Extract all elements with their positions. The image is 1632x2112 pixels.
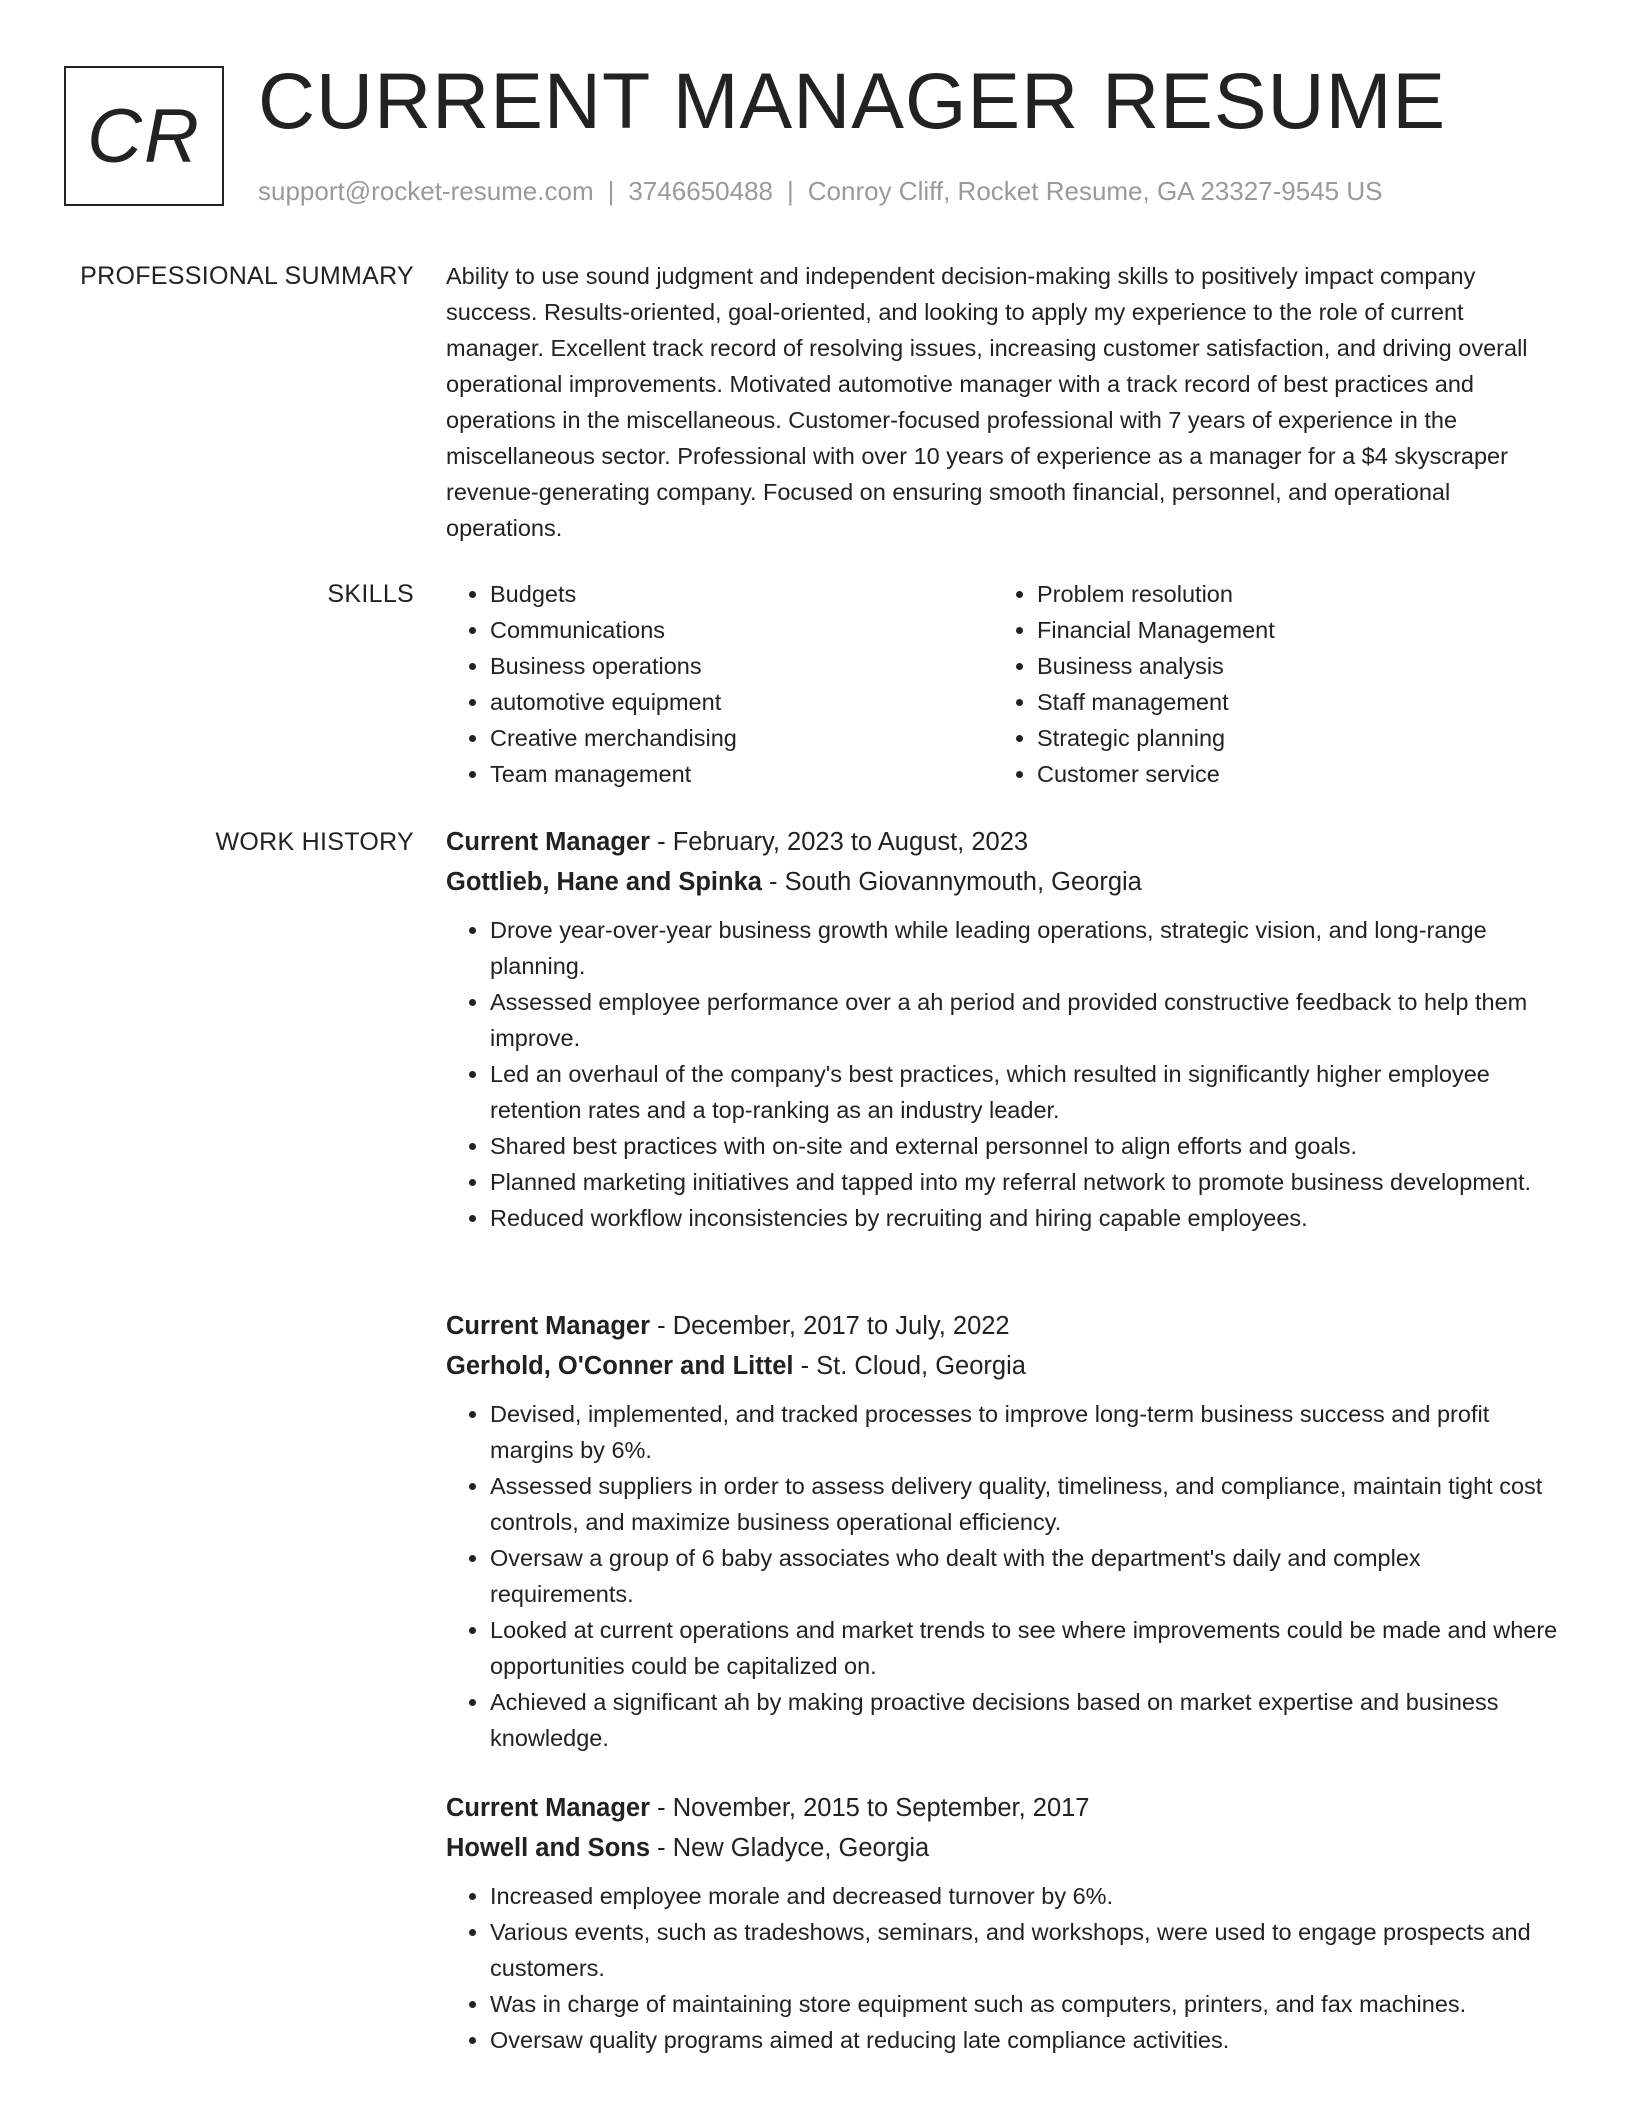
job-entry — [446, 1306, 1558, 1756]
contact-email[interactable]: support@rocket-resume.com — [258, 176, 594, 206]
skill-item: • Customer service — [1037, 756, 1540, 792]
skill-item: • Business operations — [490, 648, 993, 684]
job-title-line — [446, 1306, 1558, 1346]
job-dates: - December, 2017 to July, 2022 — [650, 1312, 1010, 1340]
contact-line — [258, 174, 1382, 208]
monogram-logo: CR — [64, 66, 224, 206]
contact-separator: | — [787, 176, 794, 206]
job-dates: - February, 2023 to August, 2023 — [650, 828, 1029, 856]
job-bullets — [446, 1396, 1558, 1756]
job-bullet: • Devised, implemented, and tracked processes to improve long-term business success and profit margins by 6%. — [490, 1396, 1558, 1468]
job-location: - St. Cloud, Georgia — [793, 1352, 1026, 1380]
job-title-line — [446, 1788, 1558, 1828]
job-entry — [446, 822, 1558, 1236]
skill-item: • automotive equipment — [490, 684, 993, 720]
job-entry — [446, 1788, 1558, 2058]
job-bullet: • Various events, such as tradeshows, seminars, and workshops, were used to engage prospects and customers. — [490, 1914, 1558, 1986]
job-bullets — [446, 1878, 1558, 2058]
job-bullet: • Reduced workflow inconsistencies by recruiting and hiring capable employees. — [490, 1200, 1558, 1236]
skill-item: • Strategic planning — [1037, 720, 1540, 756]
job-company: Gottlieb, Hane and Spinka — [446, 868, 762, 896]
contact-address: Conroy Cliff, Rocket Resume, GA 23327-9545 US — [807, 176, 1383, 206]
job-title: Current Manager — [446, 1794, 651, 1822]
skill-item: • Creative merchandising — [490, 720, 993, 756]
job-bullet: • Achieved a significant ah by making proactive decisions based on market expertise and business knowledge. — [490, 1684, 1558, 1756]
job-company: Howell and Sons — [446, 1834, 651, 1862]
skill-item: • Problem resolution — [1037, 576, 1540, 612]
job-bullet: • Assessed employee performance over a ah period and provided constructive feedback to help them improve. — [490, 984, 1558, 1056]
skills-grid — [446, 576, 1558, 792]
skill-item: • Staff management — [1037, 684, 1540, 720]
page-title: CURRENT MANAGER RESUME — [258, 56, 1447, 145]
job-bullet: • Oversaw quality programs aimed at reducing late compliance activities. — [490, 2022, 1558, 2058]
job-bullet: • Oversaw a group of 6 baby associates who dealt with the department's daily and complex requirements. — [490, 1540, 1558, 1612]
skills-list-left — [446, 576, 993, 792]
job-bullet: • Was in charge of maintaining store equipment such as computers, printers, and fax machines. — [490, 1986, 1558, 2022]
job-bullet: • Assessed suppliers in order to assess delivery quality, timeliness, and compliance, maintain tight cost controls, and maximize business operational efficiency. — [490, 1468, 1558, 1540]
job-bullet: • Led an overhaul of the company's best practices, which resulted in significantly higher employee retention rates and a top-ranking as an industry leader. — [490, 1056, 1558, 1128]
job-bullet: • Planned marketing initiatives and tapped into my referral network to promote business development. — [490, 1164, 1558, 1200]
job-company-line — [446, 1828, 1558, 1868]
section-label-skills: SKILLS — [327, 580, 414, 608]
contact-phone[interactable]: 3746650488 — [628, 176, 773, 206]
skill-item: • Budgets — [490, 576, 993, 612]
job-location: - New Gladyce, Georgia — [650, 1834, 930, 1862]
job-bullet: • Shared best practices with on-site and external personnel to align efforts and goals. — [490, 1128, 1558, 1164]
skill-item: • Financial Management — [1037, 612, 1540, 648]
skills-list-right — [993, 576, 1540, 792]
job-title: Current Manager — [446, 828, 651, 856]
job-bullet: • Drove year-over-year business growth while leading operations, strategic vision, and long-range planning. — [490, 912, 1558, 984]
job-bullets — [446, 912, 1558, 1236]
job-company: Gerhold, O'Conner and Littel — [446, 1352, 794, 1380]
contact-separator: | — [607, 176, 615, 206]
job-bullet: • Increased employee morale and decreased turnover by 6%. — [490, 1878, 1558, 1914]
summary-text: Ability to use sound judgment and independent decision-making skills to positively impact company success. Results-oriented, goal-oriented, and looking to apply my experience to the role of current manager. Excellent track record of resolving issues, increasing customer satisfaction, and driving overall operational improvements. Motivated automotive manager with a track record of best practices and operations in the miscellaneous. Customer-focused professional with 7 years of experience in the miscellaneous sector. Professional with over 10 years of experience as a manager for a $4 skyscraper revenue-generating company. Focused on ensuring smooth financial, personnel, and operational operations. — [446, 263, 1528, 541]
job-dates: - November, 2015 to September, 2017 — [650, 1794, 1090, 1822]
job-bullet: • Looked at current operations and market trends to see where improvements could be made and where opportunities could be capitalized on. — [490, 1612, 1558, 1684]
section-label-work-history: WORK HISTORY — [215, 828, 414, 856]
job-title: Current Manager — [446, 1312, 651, 1340]
job-location: - South Giovannymouth, Georgia — [761, 868, 1142, 896]
skills-body — [446, 576, 1558, 792]
section-label-summary: PROFESSIONAL SUMMARY — [80, 262, 414, 290]
skill-item: • Communications — [490, 612, 993, 648]
skill-item: • Business analysis — [1037, 648, 1540, 684]
job-company-line — [446, 862, 1558, 902]
skill-item: • Team management — [490, 756, 993, 792]
summary-body — [446, 258, 1558, 546]
job-company-line — [446, 1346, 1558, 1386]
job-title-line — [446, 822, 1558, 862]
